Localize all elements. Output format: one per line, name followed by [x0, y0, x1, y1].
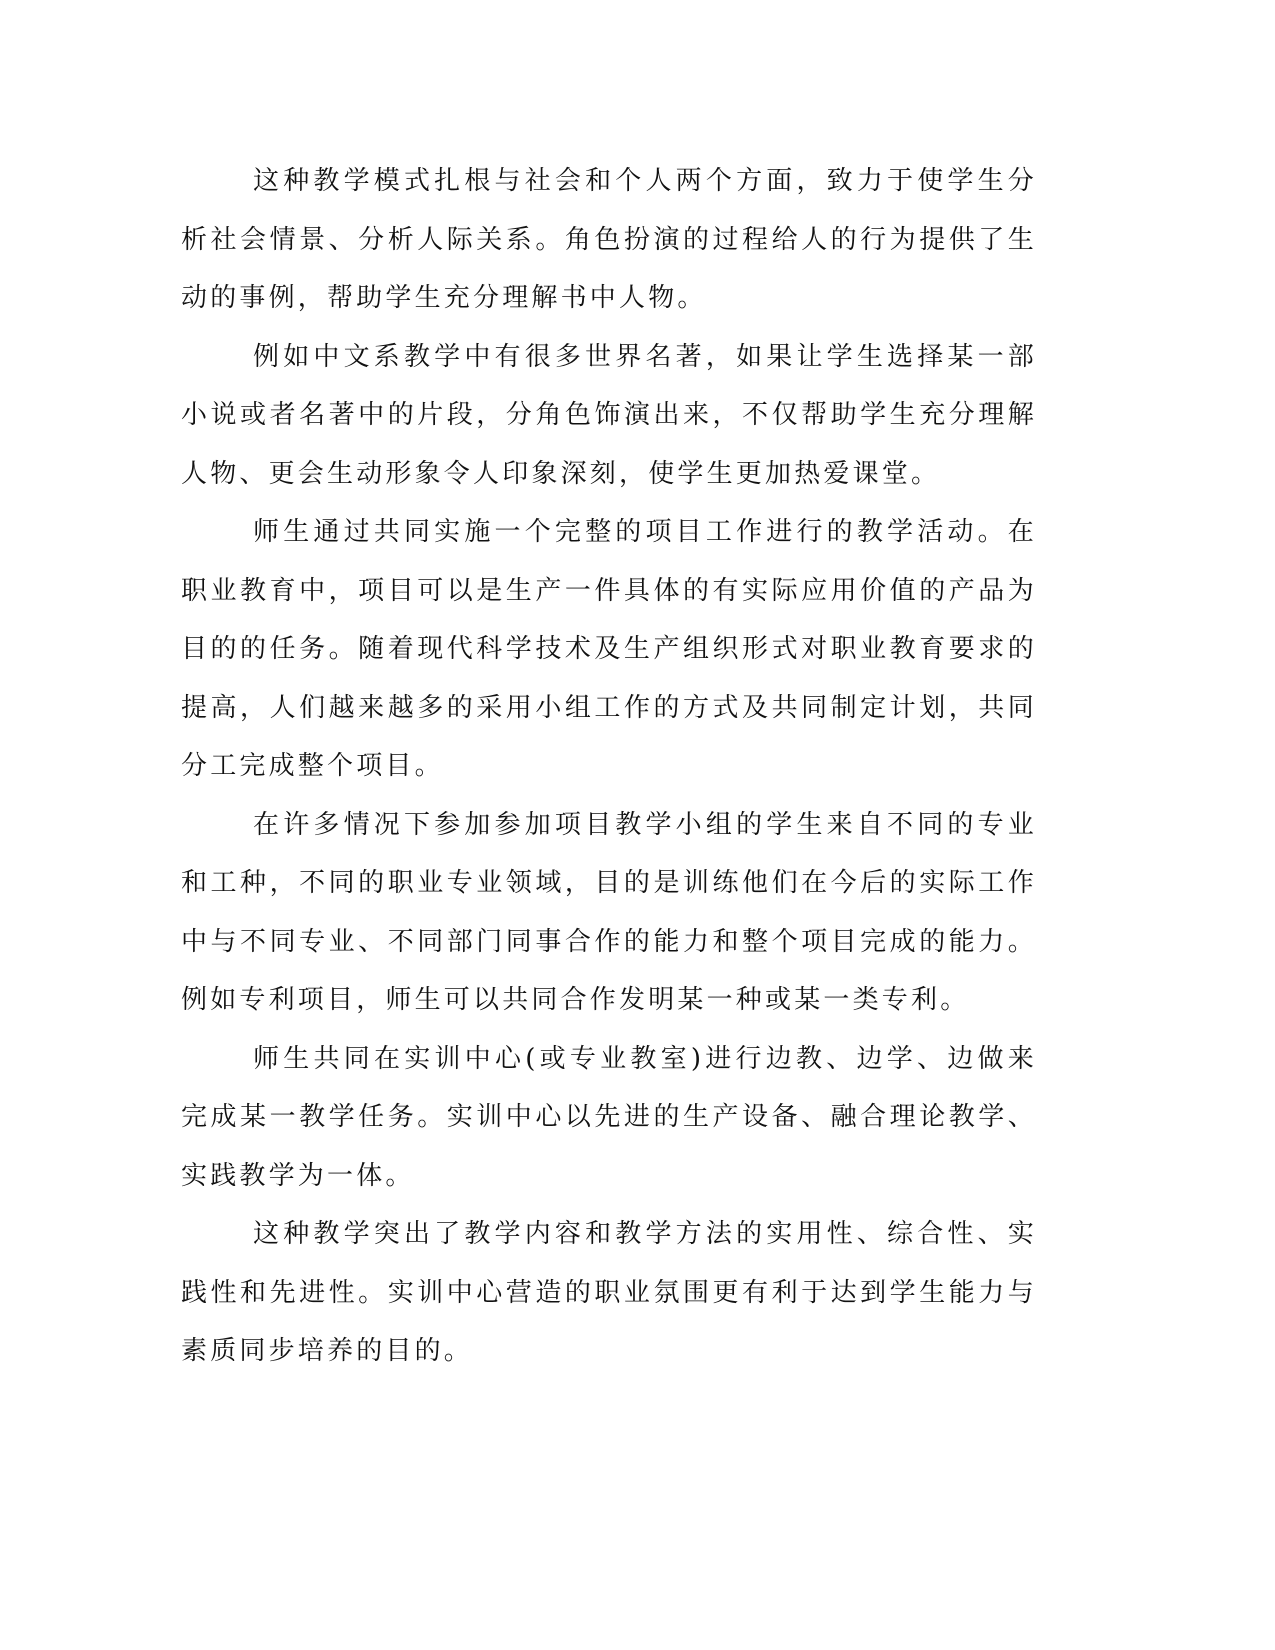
paragraph-3: 师生通过共同实施一个完整的项目工作进行的教学活动。在职业教育中，项目可以是生产一件具体的有实际应用价值的产品为目的的任务。随着现代科学技术及生产组织形式对职业教育要求的提高，人们越来越多的采用小组工作的方式及共同制定计划，共同分工完成整个项目。	[181, 517, 1037, 781]
paragraph-6: 这种教学突出了教学内容和教学方法的实用性、综合性、实践性和先进性。实训中心营造的职业氛围更有利于达到学生能力与素质同步培养的目的。	[181, 1219, 1037, 1366]
paragraph-5: 师生共同在实训中心(或专业教室)进行边教、边学、边做来完成某一教学任务。实训中心以先进的生产设备、融合理论教学、实践教学为一体。	[181, 1043, 1037, 1191]
document-body	[181, 152, 1037, 1381]
paragraph-2: 例如中文系教学中有很多世界名著，如果让学生选择某一部小说或者名著中的片段，分角色饰演出来，不仅帮助学生充分理解人物、更会生动形象令人印象深刻，使学生更加热爱课堂。	[181, 341, 1037, 489]
paragraph-1: 这种教学模式扎根与社会和个人两个方面，致力于使学生分析社会情景、分析人际关系。角色扮演的过程给人的行为提供了生动的事例，帮助学生充分理解书中人物。	[181, 166, 1037, 313]
paragraph-4: 在许多情况下参加参加项目教学小组的学生来自不同的专业和工种，不同的职业专业领域，目的是训练他们在今后的实际工作中与不同专业、不同部门同事合作的能力和整个项目完成的能力。例如专利项目，师生可以共同合作发明某一种或某一类专利。	[181, 809, 1037, 1015]
